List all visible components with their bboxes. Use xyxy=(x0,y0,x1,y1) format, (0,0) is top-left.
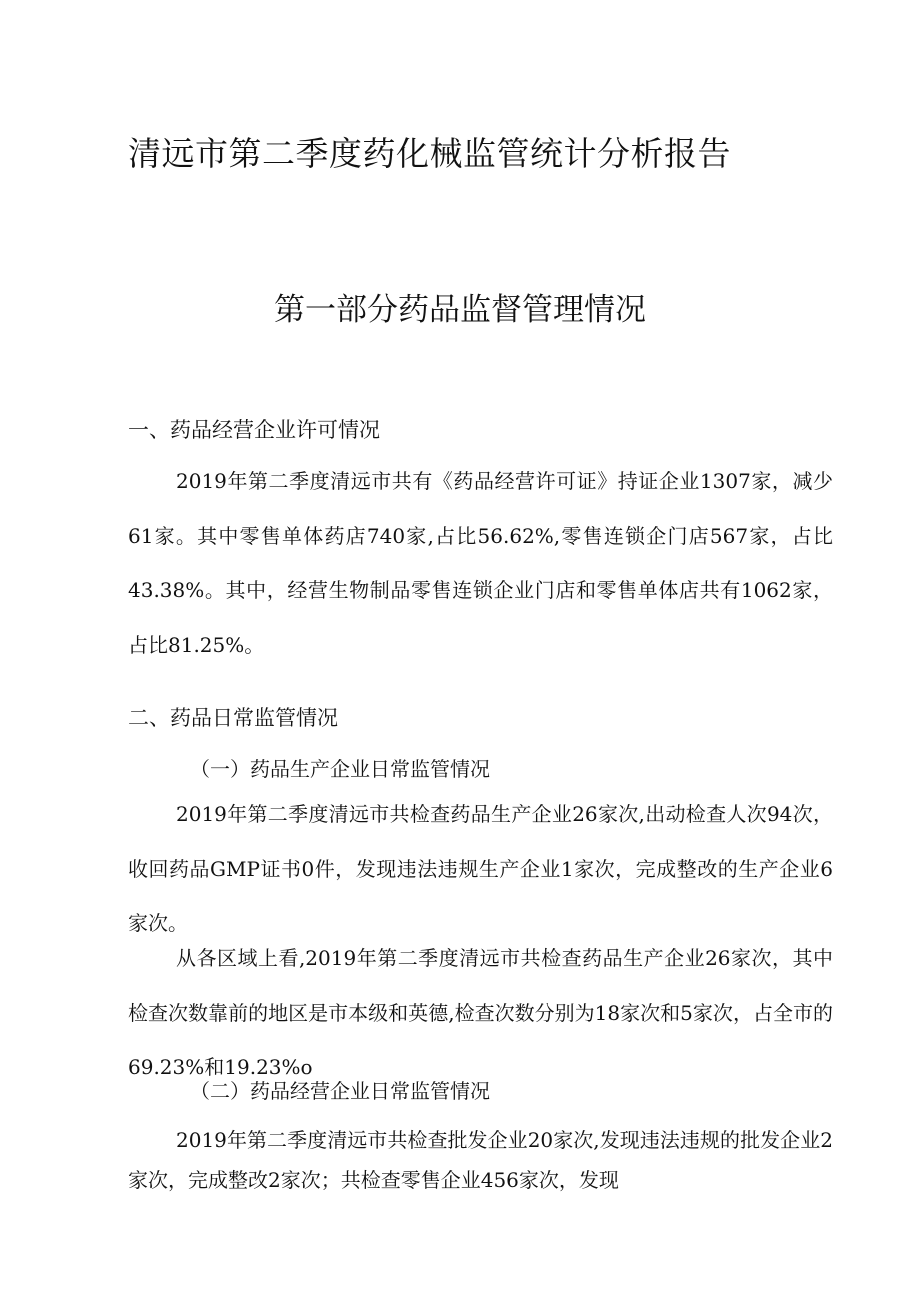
subsection-2-heading: （二）药品经营企业日常监管情况 xyxy=(190,1079,490,1103)
part1-title: 第一部分药品监督管理情况 xyxy=(274,292,646,328)
section-2-heading: 二、药品日常监管情况 xyxy=(128,706,338,730)
report-title: 清远市第二季度药化械监管统计分析报告 xyxy=(128,134,731,173)
subsection-1-paragraph-1: 2019年第二季度清远市共检查药品生产企业26家次,出动检查人次94次，收回药品GMP证书0件，发现违法违规生产企业1家次，完成整改的生产企业6家次。 xyxy=(128,802,833,935)
subsection-1-paragraph-2: 从各区域上看,2019年第二季度清远市共检查药品生产企业26家次，其中检查次数靠前的地区是市本级和英德,检查次数分别为18家次和5家次，占全市的69.23%和19.23%o xyxy=(128,946,833,1079)
subsection-2-paragraph-1: 2019年第二季度清远市共检查批发企业20家次,发现违法违规的批发企业2家次，完成整改2家次；共检查零售企业456家次，发现 xyxy=(128,1128,833,1192)
section-1-paragraph: 2019年第二季度清远市共有《药品经营许可证》持证企业1307家，减少61家。其中零售单体药店740家,占比56.62%,零售连锁企门店567家，占比43.38%。其中，经营生物制品零售连锁企业门店和零售单体店共有1062家，占比81.25%。 xyxy=(128,469,833,657)
section-1-heading: 一、药品经营企业许可情况 xyxy=(128,418,380,442)
subsection-1-heading: （一）药品生产企业日常监管情况 xyxy=(190,757,490,781)
